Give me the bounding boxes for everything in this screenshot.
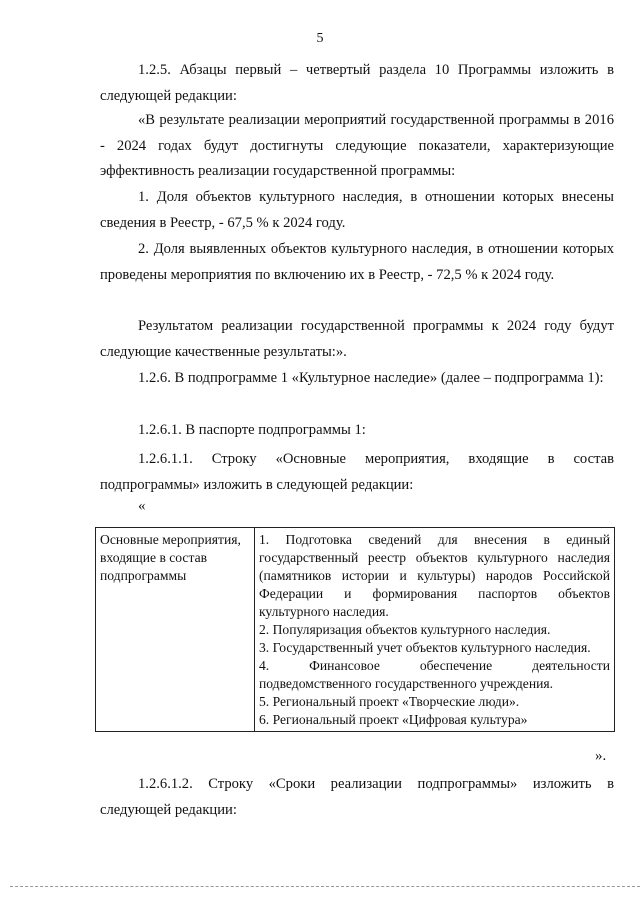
page-number: 5 (316, 31, 324, 46)
paragraph-results-intro: «В результате реализации мероприятий государственной программы в 2016 - 2024 годах будут достигнуты следующие показатели, характеризующие эффективность реализации государственной программы: (100, 112, 614, 179)
activity-item-1: 1. Подготовка сведений для внесения в единый государственный реестр объектов культурного наследия (памятников истории и культуры) народов Российской Федерации и формирования паспортов объектов культурного наследия. (259, 532, 610, 619)
paragraph-qualitative-results: Результатом реализации государственной программы к 2024 году будут следующие качественные результаты:». (100, 318, 614, 360)
activity-item-2: 2. Популяризация объектов культурного наследия. (259, 622, 551, 637)
subprogram-activities-table (95, 527, 615, 732)
scan-edge-line (10, 886, 640, 887)
paragraph-1-2-5: 1.2.5. Абзацы первый – четвертый раздела 10 Программы изложить в следующей редакции: (100, 62, 614, 104)
table-row (96, 528, 615, 732)
opening-quote-mark: « (138, 498, 146, 514)
activity-item-4: 4. Финансовое обеспечение деятельности подведомственного государственного учреждения. (259, 658, 610, 691)
table-cell-activities (255, 528, 615, 732)
paragraph-1-2-6-1: 1.2.6.1. В паспорте подпрограммы 1: (138, 422, 366, 438)
activity-item-5: 5. Региональный проект «Творческие люди». (259, 694, 520, 709)
paragraph-indicator-2: 2. Доля выявленных объектов культурного наследия, в отношении которых проведены мероприятия по включению их в Реестр, - 72,5 % к 2024 году. (100, 241, 614, 283)
table-cell-title: Основные мероприятия, входящие в состав подпрограммы (96, 528, 255, 732)
activity-item-6: 6. Региональный проект «Цифровая культура» (259, 712, 528, 727)
activity-item-3: 3. Государственный учет объектов культурного наследия. (259, 640, 591, 655)
paragraph-1-2-6-1-2: 1.2.6.1.2. Строку «Сроки реализации подпрограммы» изложить в следующей редакции: (100, 776, 614, 818)
closing-quote-mark: ». (595, 748, 607, 764)
paragraph-1-2-6-1-1: 1.2.6.1.1. Строку «Основные мероприятия, входящие в состав подпрограммы» изложить в следующей редакции: (100, 451, 614, 493)
paragraph-1-2-6: 1.2.6. В подпрограмме 1 «Культурное наследие» (далее – подпрограмма 1): (138, 370, 604, 386)
paragraph-indicator-1: 1. Доля объектов культурного наследия, в отношении которых внесены сведения в Реестр, - 67,5 % к 2024 году. (100, 189, 614, 231)
